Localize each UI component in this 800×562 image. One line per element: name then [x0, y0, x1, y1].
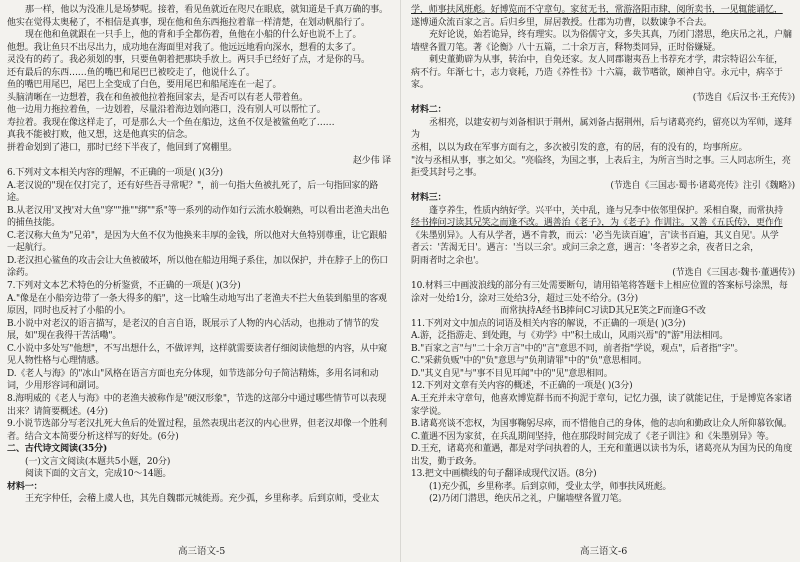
- passage-line: 真我不能被打败，他又想，这是他真实的信念。: [7, 130, 193, 141]
- question-8: 8.海明威的《老人与海》中的老渔夫被称作是"硬汉形象"，节选的这部分中通过哪些情节可以表现出来？请简要概述。(4分): [7, 393, 387, 417]
- passage-line: 他一边用力拖拉着鱼，一边划着，尽量沿着海边划向港口，没有别人可以帮忙了。: [7, 105, 326, 116]
- left-column: [7, 4, 391, 506]
- passage-line: 他实在觉得太奥秘了，不相信是真事，现在他和鱼东西拖拉着靠一样清楚，在划动帆船行了。: [7, 17, 370, 28]
- q10-options: 而常执持A经书B捧问C习读D其兄E笑之F而逢G不改: [500, 306, 706, 317]
- material-1-line: 刺史董勤辟为从事，转治中，自免还家。友人同郡谢夷吾上书荐充才学，肃宗特诏公车征，: [429, 55, 784, 66]
- passage-line: 他想。我让鱼只不出尽出力，成功地在海面里对我了。他远远地看向深水，想看的太多了。: [7, 42, 362, 53]
- q7-option-a: A."像是在小船旁边带了一条大得多的船"，这一比喻生动地写出了老渔夫不拦大鱼装到船里的客观原因，同时也反衬了小船的小。: [7, 293, 387, 317]
- material-2-title: 材料二：: [411, 105, 447, 116]
- q13-sentence-2: (2)乃闭门潜思，绝庆吊之礼，户牖墙壁各置刀笔。: [429, 494, 628, 505]
- q11-option-a: A.游，泛指游走、到处跑，与《劝学》中"积土成山，风雨兴焉"的"游"用法相同。: [411, 331, 729, 342]
- q7-option-d: D.《老人与海》的"冰山"风格在语言方面也充分体现，如节选部分句子简洁精炼，多用名词和动词，少用形容词和副词。: [7, 368, 379, 392]
- q6-option-c: C.老汉称大鱼为"兄弟"，是因为大鱼不仅为他换来丰厚的金钱，所以他对大鱼特别尊重，让它跟船一起航行。: [7, 230, 387, 254]
- q12-option-c: C.董遇不因为家贫，在兵乱期间坚持，他在那段时间完成了《老子训注》和《朱墨别异》等。: [411, 431, 775, 442]
- material-1-line: 充好论说，始若诡异，终有理实。以为俗儒守文，多失其真，乃闭门潜思，绝庆吊之礼，户牖: [429, 30, 792, 41]
- instructions: 阅读下面的文言文，完成10～14题。: [25, 469, 172, 480]
- passage-line: 鱼的嘴巴用尾巴，尾巴上全变成了白色，要用尾巴和船尾连在一起了。: [7, 80, 282, 91]
- material-1-title: 材料一：: [7, 481, 43, 492]
- q7-option-b: B.小说中对老汉的语言描写，是老汉的自言自语，既展示了人物的内心活动，也推动了情节的发展，如"现在我得干苦活嘞"。: [7, 318, 380, 342]
- question-11: 11.下列对文中加点的词语及相关内容的解说，不正确的一项是( )(3分): [411, 318, 686, 329]
- passage-line: 还有最后的东西……鱼的嘴巴和尾巴已被咬走了，他说什么了。: [7, 67, 255, 78]
- question-13: 13.把文中画横线的句子翻译成现代汉语。(8分): [411, 469, 597, 480]
- q12-option-b: B.诸葛亮谈不恋权，为国事鞠躬尽瘁，而不惜他自己的身体，他的志向和勤政让众人所仰慕钦佩。: [411, 419, 792, 430]
- subsection-heading: (一)文言文阅读(本题共5小题，20分): [25, 456, 171, 467]
- q7-option-c: C.小说中多处写"他想"，不写出想什么，不做评判，这样就需要读者仔细阅读他想的内容，从中窥见人物性格与心理情感。: [7, 343, 387, 367]
- material-1-line: 墙壁各置刀笔。著《论衡》八十五篇，二十余万言，释物类同异，正时俗嫌疑。: [411, 42, 721, 53]
- question-12: 12.下列对文章有关内容的概述，不正确的一项是( )(3分): [411, 381, 633, 392]
- material-1-line: 遂博通众流百家之言。后归乡里，屏居教授。仕郡为功曹，以数谏争不合去。: [411, 17, 712, 28]
- passage-line: 拼着命划到了港口，那时已经下半夜了，他回到了窝棚里。: [7, 143, 238, 154]
- q12-option-d: D.王充，诸葛亮和董遇，都是对学问执着的人，王充和董遇以读书为乐，诸葛亮从为国为民的角度出发，勤于政务。: [411, 444, 793, 467]
- material-3-title: 材料三：: [411, 193, 447, 204]
- material-2-line: 丞相，以以为政在军事方面有之，多次被引发的意，有的居，有的没有的，均事所应。: [411, 143, 748, 154]
- q6-option-d: D.老汉担心鲨鱼的攻击会让大鱼被破坏，所以他在船边用绳子系住，加以保护，并在脖子上的伤口涂药。: [7, 255, 389, 279]
- material-3-line: 蓬亨养生，性质内纳好学。兴平中，关中乱，逢与兄李中依邻里保护。采相自聚，而常执持: [429, 205, 784, 216]
- question-6: 6.下列对文本相关内容的理解，不正确的一项是( )(3分): [7, 168, 223, 179]
- passage-line: 现在他和鱼就跟在一只手上，他的背和手全都伤着，鱼他在小船的什么好也说不上了。: [25, 30, 362, 41]
- passage-line: 寿拉着。我现在像这样走了，可是那么大一个鱼在船边，这鱼不仅是被鲨鱼吃了……: [7, 117, 335, 128]
- material-1-text: 王充字仲任，会稽上虞人也，其先自魏郡元城徙焉。充少孤，乡里称孝。后到京师，受业太: [25, 494, 380, 505]
- q13-sentence-1: (1)充少孤，乡里称孝。后到京师，受业太学，师事扶风班彪。: [429, 481, 672, 492]
- material-3-line: 者云：'苦渴无日'。遇言：'当以三余'。或问三余之意，遇言：'冬者岁之余，夜者日之余，: [411, 243, 759, 254]
- question-10: 10.材料三中画波浪线的部分有三处需要断句，请用铅笔将答题卡上相应位置的答案标号涂黑，每涂对一处给1分，涂对三处给3分，超过三处不给分。(3分): [411, 281, 788, 304]
- section-heading: 二、古代诗文阅读(35分): [7, 444, 108, 455]
- material-2-line: 丞相亮，以建安初与刘备相识于荆州，属刘备占据荆州，后与诸葛亮约，留亮以为军师，遂拜为: [411, 117, 792, 141]
- material-1-line: 病不行。年渐七十，志力衰耗，乃造《养性书》十六篇，裁节嗜欲，颐神自守。永元中，病卒于家。: [411, 67, 783, 91]
- q11-option-b: B."百家之言"与"二十余万言"中的"言"意思不同，前者指"学说，观点"，后者指"字"。: [411, 343, 744, 354]
- q6-option-b: B.从老汉用'叉拽'对大鱼"穿""推""绑""系"等一系列的动作如行云流水般娴熟，可以看出老渔夫出色的捕鱼技能。: [7, 205, 390, 229]
- page-divider: [400, 0, 401, 562]
- material-3-line: 阴雨者时之余也'。: [411, 255, 485, 266]
- question-9: 9.小说节选部分写老汉扎死大鱼后的处置过程，虽然表现出老汉的内心世界，但老汉却像一个胜利者。结合文本简要分析这样写的好处。(6分): [7, 419, 387, 442]
- q11-option-c: C."采薪负贩"中的"负"意思与"负荆请罪"中的"负"意思相同。: [411, 356, 647, 367]
- material-1-line: 学，师事扶风班彪。好博览而不守章句。家贫无书，常游洛阳市肆，阅所卖书，一见辄能诵忆，: [411, 5, 783, 15]
- q11-option-d: D."其义自见"与"事不目见耳闻"中的"见"意思相同。: [411, 368, 613, 379]
- material-3-line: 《朱墨别异》。人有从学者，遇不肯教，而云：'必当先读百遍'，言'读书百遍，其义自见'。从学: [411, 230, 779, 241]
- passage-line: 那一样，他以为没准儿是场梦呢。接着，看见鱼就近在咫尺在眼底，就知道是千真万确的事。: [25, 5, 388, 15]
- q6-option-a: A.老汉说的"现在仅打完了，还有好些吾寻常呢？"，前一句指大鱼被扎死了，后一句指回家的路途。: [7, 180, 379, 204]
- material-2-line: "汝与丞相从事，事之如父。"亮临终，为国之事，上表后主，为所言当时之事。三人同志所生，亮拒受其封号之事。: [411, 155, 791, 179]
- material-3-line: 经书捧问习读其兄笑之而逢不改。遇善治《老子》，为《老子》作训注。又善《五氏传》，更作作: [411, 218, 783, 229]
- translator-credit: 赵少伟 译: [352, 155, 391, 166]
- passage-line: 灵没有的药了。我必须划的事，只要鱼朝着把那块手放上。两只手已经好了点，才是你的马。: [7, 55, 370, 66]
- passage-line: 头脑清晰在一边想着，我在和鱼被他拉着拖回家去，是否可以有老人带着鱼。: [7, 92, 308, 103]
- source-1: (节选自《后汉书·王充传》): [692, 92, 795, 103]
- page-number-left: 高三语文-5: [178, 546, 226, 557]
- right-column: [411, 4, 795, 506]
- source-3: (节选自《三国志·魏书·董遇传》): [672, 268, 795, 279]
- q12-option-a: A.王充并未守章句，他喜欢博览群书而不拘泥于章句，记忆力强，读了就能记住，于是博览各家诸家学说。: [411, 393, 792, 417]
- question-7: 7.下列对文本艺术特色的分析鉴赏，不正确的一项是( )(3分): [7, 281, 241, 292]
- page-number-right: 高三语文-6: [580, 546, 628, 557]
- source-2: (节选自《三国志·蜀书·诸葛亮传》注引《魏略》): [610, 180, 795, 191]
